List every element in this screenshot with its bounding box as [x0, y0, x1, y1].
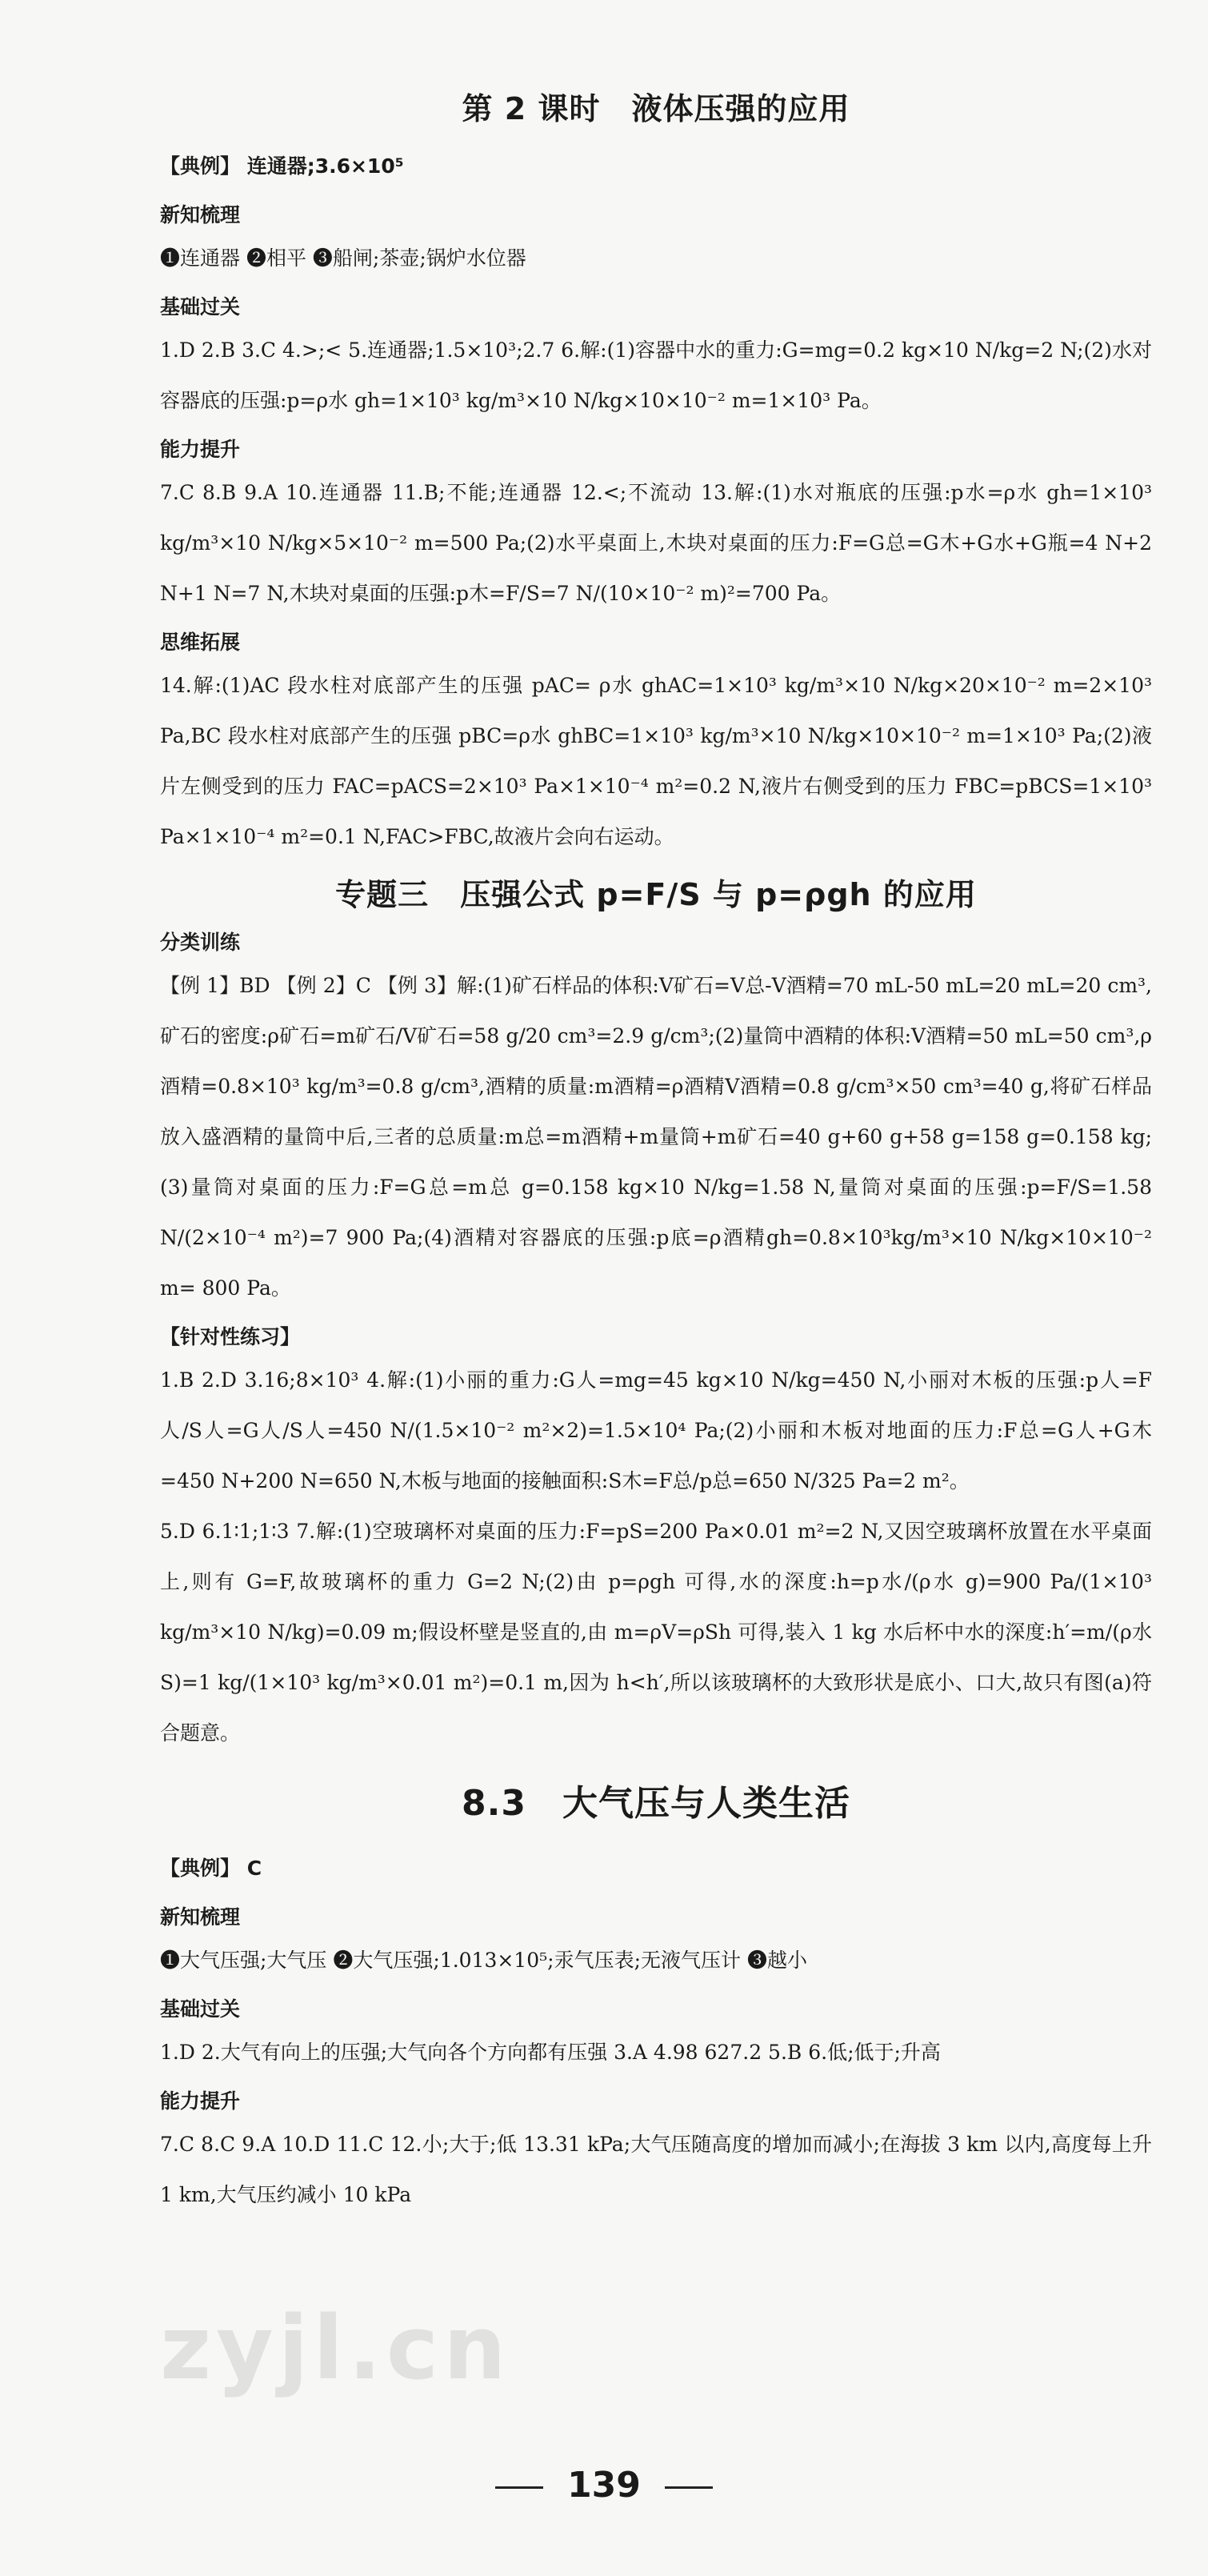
answer-paragraph: 1.B 2.D 3.16;8×10³ 4.解:(1)小丽的重力:G人=mg=45 kg×10 N/kg=450 N,小丽对木板的压强:p人=F人/S人=G人/S人=450 N/(1.5×10⁻² m²×2)=1.5×10⁴ Pa;(2)小丽和木板对地面的压力:F总=G人+G木=450 N+200 N=650 N,木板与地面的接触面积:S木=F总/p总=650 N/325 Pa=2 m²。 [160, 1368, 1152, 1492]
answer-paragraph: 【例 1】BD 【例 2】C 【例 3】解:(1)矿石样品的体积:V矿石=V总-V酒精=70 mL-50 mL=20 mL=20 cm³,矿石的密度:ρ矿石=m矿石/V矿石=58 g/20 cm³=2.9 g/cm³;(2)量筒中酒精的体积:V酒精=50 mL=50 cm³,ρ酒精=0.8×10³ kg/m³=0.8 g/cm³,酒精的质量:m酒精=ρ酒精V酒精=0.8 g/cm³×50 cm³=40 g,将矿石样品放入盛酒精的量筒中后,三者的总质量:m总=m酒精+m量筒+m矿石=40 g+60 g+58 g=158 g=0.158 kg;(3)量筒对桌面的压力:F=G总=m总 g=0.158 kg×10 N/kg=1.58 N,量筒对桌面的压强:p=F/S=1.58 N/(2×10⁻⁴ m²)=7 900 Pa;(4)酒精对容器底的压强:p底=ρ酒精gh=0.8×10³kg/m³×10 N/kg×10×10⁻² m= 800 Pa。 [160, 974, 1152, 1300]
section-heading: 能力提升 [160, 2089, 241, 2113]
section-heading: 基础过关 [160, 295, 241, 318]
section-heading: 【针对性练习】 [160, 1325, 301, 1348]
page-number-row [0, 2465, 1208, 2506]
left-dash [495, 2486, 543, 2489]
answer-paragraph: ❶连通器 ❷相平 ❸船闸;茶壶;锅炉水位器 [160, 246, 526, 270]
section-heading: 新知梳理 [160, 203, 241, 226]
example-answer: 【典例】 连通器;3.6×10⁵ [160, 154, 404, 178]
chapter-title: 8.3 大气压与人类生活 [462, 1783, 850, 1824]
answer-paragraph: 7.C 8.B 9.A 10.连通器 11.B;不能;连通器 12.<;不流动 13.解:(1)水对瓶底的压强:p水=ρ水 gh=1×10³ kg/m³×10 N/kg×5×10⁻² m=500 Pa;(2)水平桌面上,木块对桌面的压力:F=G总=G木+G水+G瓶=4 N+2 N+1 N=7 N,木块对桌面的压强:p木=F/S=7 N/(10×10⁻² m)²=700 Pa。 [160, 481, 1152, 605]
answer-paragraph: 1.D 2.大气有向上的压强;大气向各个方向都有压强 3.A 4.98 627.2 5.B 6.低;低于;升高 [160, 2041, 941, 2064]
answer-paragraph: ❶大气压强;大气压 ❷大气压强;1.013×10⁵;汞气压表;无液气压计 ❸越小 [160, 1949, 807, 1972]
lesson-title: 第 2 课时 液体压强的应用 [462, 91, 850, 126]
answer-paragraph: 5.D 6.1∶1;1∶3 7.解:(1)空玻璃杯对桌面的压力:F=pS=200 Pa×0.01 m²=2 N,又因空玻璃杯放置在水平桌面上,则有 G=F,故玻璃杯的重力 G=2 N;(2)由 p=ρgh 可得,水的深度:h=p水/(ρ水 g)=900 Pa/(1×10³ kg/m³×10 N/kg)=0.09 m;假设杯壁是竖直的,由 m=ρV=ρSh 可得,装入 1 kg 水后杯中水的深度:h′=m/(ρ水 S)=1 kg/(1×10³ kg/m³×0.01 m²)=0.1 m,因为 h<h′,所以该玻璃杯的大致形状是底小、口大,故只有图(a)符合题意。 [160, 1520, 1152, 1745]
topic-title: 专题三 压强公式 p=F/S 与 p=ρgh 的应用 [335, 877, 977, 912]
page-content [160, 76, 1152, 2220]
section-heading: 基础过关 [160, 1997, 241, 2021]
answer-paragraph: 7.C 8.C 9.A 10.D 11.C 12.小;大于;低 13.31 kPa;大气压随高度的增加而减小;在海拔 3 km 以内,高度每上升 1 km,大气压约减小 10 kPa [160, 2133, 1152, 2206]
section-heading: 新知梳理 [160, 1905, 241, 1929]
right-dash [665, 2486, 713, 2489]
page-number: 139 [567, 2465, 641, 2506]
section-heading: 能力提升 [160, 438, 241, 461]
answer-paragraph: 1.D 2.B 3.C 4.>;< 5.连通器;1.5×10³;2.7 6.解:(1)容器中水的重力:G=mg=0.2 kg×10 N/kg=2 N;(2)水对容器底的压强:p=ρ水 gh=1×10³ kg/m³×10 N/kg×10×10⁻² m=1×10³ Pa。 [160, 339, 1152, 412]
section-heading: 分类训练 [160, 931, 241, 954]
example-answer: 【典例】 C [160, 1857, 262, 1880]
answer-paragraph: 14.解:(1)AC 段水柱对底部产生的压强 pAC= ρ水 ghAC=1×10³ kg/m³×10 N/kg×20×10⁻² m=2×10³ Pa,BC 段水柱对底部产生的压强 pBC=ρ水 ghBC=1×10³ kg/m³×10 N/kg×10×10⁻² m=1×10³ Pa;(2)液片左侧受到的压力 FAC=pACS=2×10³ Pa×1×10⁻⁴ m²=0.2 N,液片右侧受到的压力 FBC=pBCS=1×10³ Pa×1×10⁻⁴ m²=0.1 N,FAC>FBC,故液片会向右运动。 [160, 674, 1152, 848]
section-heading: 思维拓展 [160, 631, 241, 654]
watermark: zyjl.cn [160, 2297, 511, 2399]
